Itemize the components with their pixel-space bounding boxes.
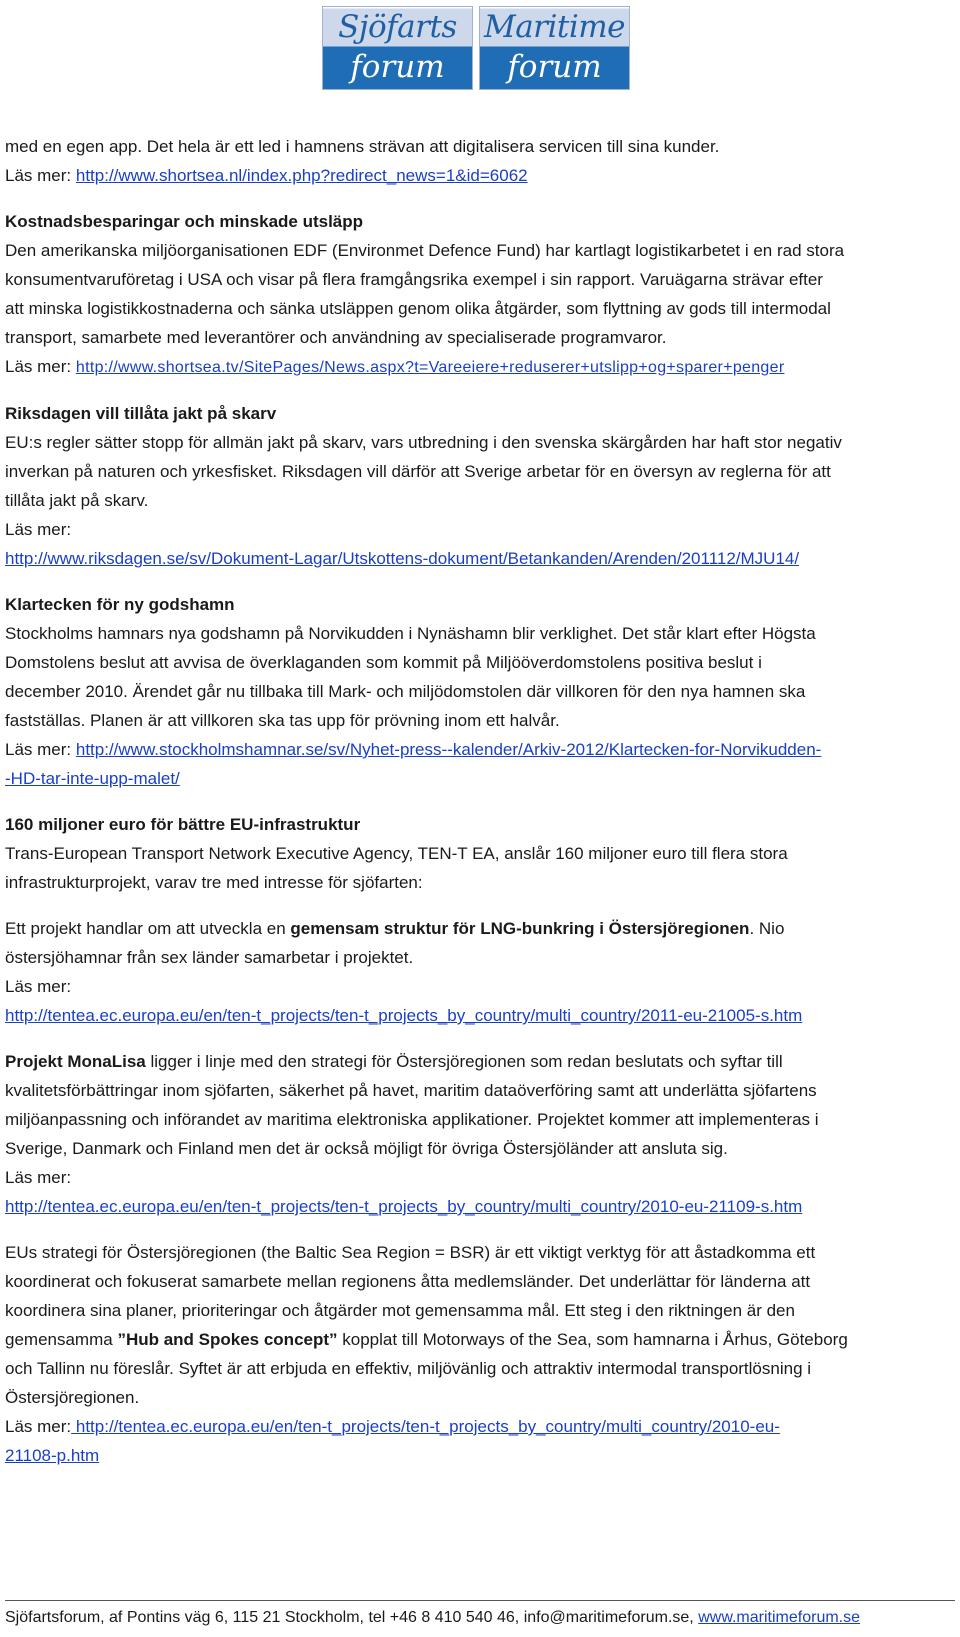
lng-text: Ett projekt handlar om att utveckla en <box>5 919 291 938</box>
article-text: miljöanpassning och införandet av maritima elektroniska applikationer. Projektet kommer att implementeras i <box>5 1110 819 1129</box>
article-text: koordinerat och fokuserat samarbete mellan regionens åtta medlemsländer. Det underlättar för länderna att <box>5 1272 811 1291</box>
read-more-label: Läs mer: <box>5 166 72 185</box>
hub-text: gemensamma <box>5 1330 118 1349</box>
article-text: Trans-European Transport Network Executive Agency, TEN-T EA, anslår 160 miljoner euro till flera stora <box>5 844 788 863</box>
article-read-more <box>5 735 955 764</box>
read-more-label: Läs mer: <box>5 1168 72 1187</box>
article-title: 160 miljoner euro för bättre EU-infrastruktur <box>5 815 361 834</box>
logo-left-top-text: Sjöfarts <box>338 9 457 45</box>
read-more-label: Läs mer: <box>5 520 72 539</box>
article3-link-continued[interactable]: -HD-tar-inte-upp-malet/ <box>5 769 180 788</box>
footer-text: Sjöfartsforum, af Pontins väg 6, 115 21 Stockholm, tel +46 8 410 540 46, info@maritimeforum.se, <box>5 1609 699 1626</box>
read-more-label: Läs mer: <box>5 357 72 376</box>
article-read-more <box>5 352 955 382</box>
article-text: Östersjöregionen. <box>5 1388 140 1407</box>
sjofartsforum-logo <box>322 6 473 90</box>
hub-spokes-line <box>5 1325 955 1354</box>
article-text: kvalitetsförbättringar inom sjöfarten, säkerhet på havet, maritim dataöverföring samt att underlätta sjöfartens <box>5 1081 817 1100</box>
logo-right-bottom-text: forum <box>507 49 602 85</box>
article-text: konsumentvaruföretag i USA och visar på flera framgångsrika exempel i sin rapport. Varuägarna strävar efter <box>5 270 823 289</box>
lng-paragraph <box>5 914 955 943</box>
article-text: transport, samarbete med leverantörer och användning av specialiserade programvaror. <box>5 328 667 347</box>
read-more-label: Läs mer: <box>5 977 72 996</box>
article-text: tillåta jakt på skarv. <box>5 491 149 510</box>
bsr-link-continued[interactable]: 21108-p.htm <box>5 1446 100 1465</box>
newsletter-body <box>5 132 955 1470</box>
article-title: Riksdagen vill tillåta jakt på skarv <box>5 404 277 423</box>
article-text: Domstolens beslut att avvisa de överklaganden som kommit på Miljööverdomstolens positiva beslut i <box>5 653 762 672</box>
header-logos <box>322 6 630 90</box>
article-text: EU:s regler sätter stopp för allmän jakt på skarv, vars utbredning i den svenska skärgården har haft stor negativ <box>5 433 842 452</box>
article-text: att minska logistikkostnaderna och sänka utsläppen genom olika åtgärder, som flyttning av gods till intermodal <box>5 299 831 318</box>
article-text: Sverige, Danmark och Finland men det är också möjligt för övriga Östersjöländer att ansluta sig. <box>5 1139 728 1158</box>
monalisa-paragraph <box>5 1047 955 1076</box>
article-text: Den amerikanska miljöorganisationen EDF (Environmet Defence Fund) har kartlagt logistikarbetet i en rad stora <box>5 241 845 260</box>
article-text: infrastrukturprojekt, varav tre med intresse för sjöfarten: <box>5 873 423 892</box>
article-title: Kostnadsbesparingar och minskade utsläpp <box>5 212 364 231</box>
read-more-label: Läs mer: <box>5 740 72 759</box>
lng-link[interactable]: http://tentea.ec.europa.eu/en/ten-t_projects/ten-t_projects_by_country/multi_country/2011-eu-21005-s.htm <box>5 1006 803 1025</box>
monalisa-link[interactable]: http://tentea.ec.europa.eu/en/ten-t_projects/ten-t_projects_by_country/multi_country/2010-eu-21109-s.htm <box>5 1197 803 1216</box>
intro-link[interactable]: http://www.shortsea.nl/index.php?redirect_news=1&id=6062 <box>75 166 528 185</box>
logo-left-bottom-text: forum <box>350 49 445 85</box>
article-text: koordinera sina planer, prioriteringar och åtgärder mot gemensamma mål. Ett steg i den riktningen är den <box>5 1301 795 1320</box>
lng-bold: gemensam struktur för LNG-bunkring i Östersjöregionen <box>290 919 750 938</box>
intro-read-more <box>5 161 955 190</box>
hub-bold: ”Hub and Spokes concept” <box>117 1330 338 1349</box>
article-text: inverkan på naturen och yrkesfisket. Riksdagen vill därför att Sverige arbetar för en översyn av reglerna för att <box>5 462 831 481</box>
article-read-more <box>5 1412 955 1441</box>
maritimeforum-logo <box>479 6 630 90</box>
article-text: fastställas. Planen är att villkoren ska tas upp för prövning inom ett halvår. <box>5 711 560 730</box>
article1-link[interactable]: http://www.shortsea.tv/SitePages/News.aspx?t=Vareeiere+reduserer+utslipp+og+sparer+penger <box>75 359 785 376</box>
monalisa-text: ligger i linje med den strategi för Östersjöregionen som redan beslutats och syftar till <box>145 1052 783 1071</box>
article-text: EUs strategi för Östersjöregionen (the Baltic Sea Region = BSR) är ett viktigt verktyg för att åstadkomma ett <box>5 1243 816 1262</box>
intro-text: med en egen app. Det hela är ett led i hamnens strävan att digitalisera servicen till sina kunder. <box>5 137 720 156</box>
article-text: östersjöhamnar från sex länder samarbetar i projektet. <box>5 948 414 967</box>
bsr-link[interactable]: http://tentea.ec.europa.eu/en/ten-t_projects/ten-t_projects_by_country/multi_country/2010-eu- <box>71 1417 780 1436</box>
footer-website-link[interactable]: www.maritimeforum.se <box>698 1609 861 1626</box>
lng-text-end: . Nio <box>749 919 785 938</box>
monalisa-bold: Projekt MonaLisa <box>5 1052 146 1071</box>
footer <box>5 1600 955 1627</box>
article-text: Stockholms hamnars nya godshamn på Norvikudden i Nynäshamn blir verklighet. Det står klart efter Högsta <box>5 624 816 643</box>
article-text: december 2010. Ärendet går nu tillbaka till Mark- och miljödomstolen där villkoren för den nya hamnen ska <box>5 682 806 701</box>
article-title: Klartecken för ny godshamn <box>5 595 235 614</box>
hub-text-end: kopplat till Motorways of the Sea, som hamnarna i Århus, Göteborg <box>337 1330 848 1349</box>
logo-right-top-text: Maritime <box>483 9 626 45</box>
article3-link[interactable]: http://www.stockholmshamnar.se/sv/Nyhet-press--kalender/Arkiv-2012/Klartecken-for-Norvikudden- <box>75 740 822 759</box>
read-more-label: Läs mer: <box>5 1417 72 1436</box>
article2-link[interactable]: http://www.riksdagen.se/sv/Dokument-Lagar/Utskottens-dokument/Betankanden/Arenden/201112/MJU14/ <box>5 549 800 568</box>
article-text: och Tallinn nu föreslår. Syftet är att erbjuda en effektiv, miljövänlig och attraktiv intermodal transportlösning i <box>5 1359 812 1378</box>
